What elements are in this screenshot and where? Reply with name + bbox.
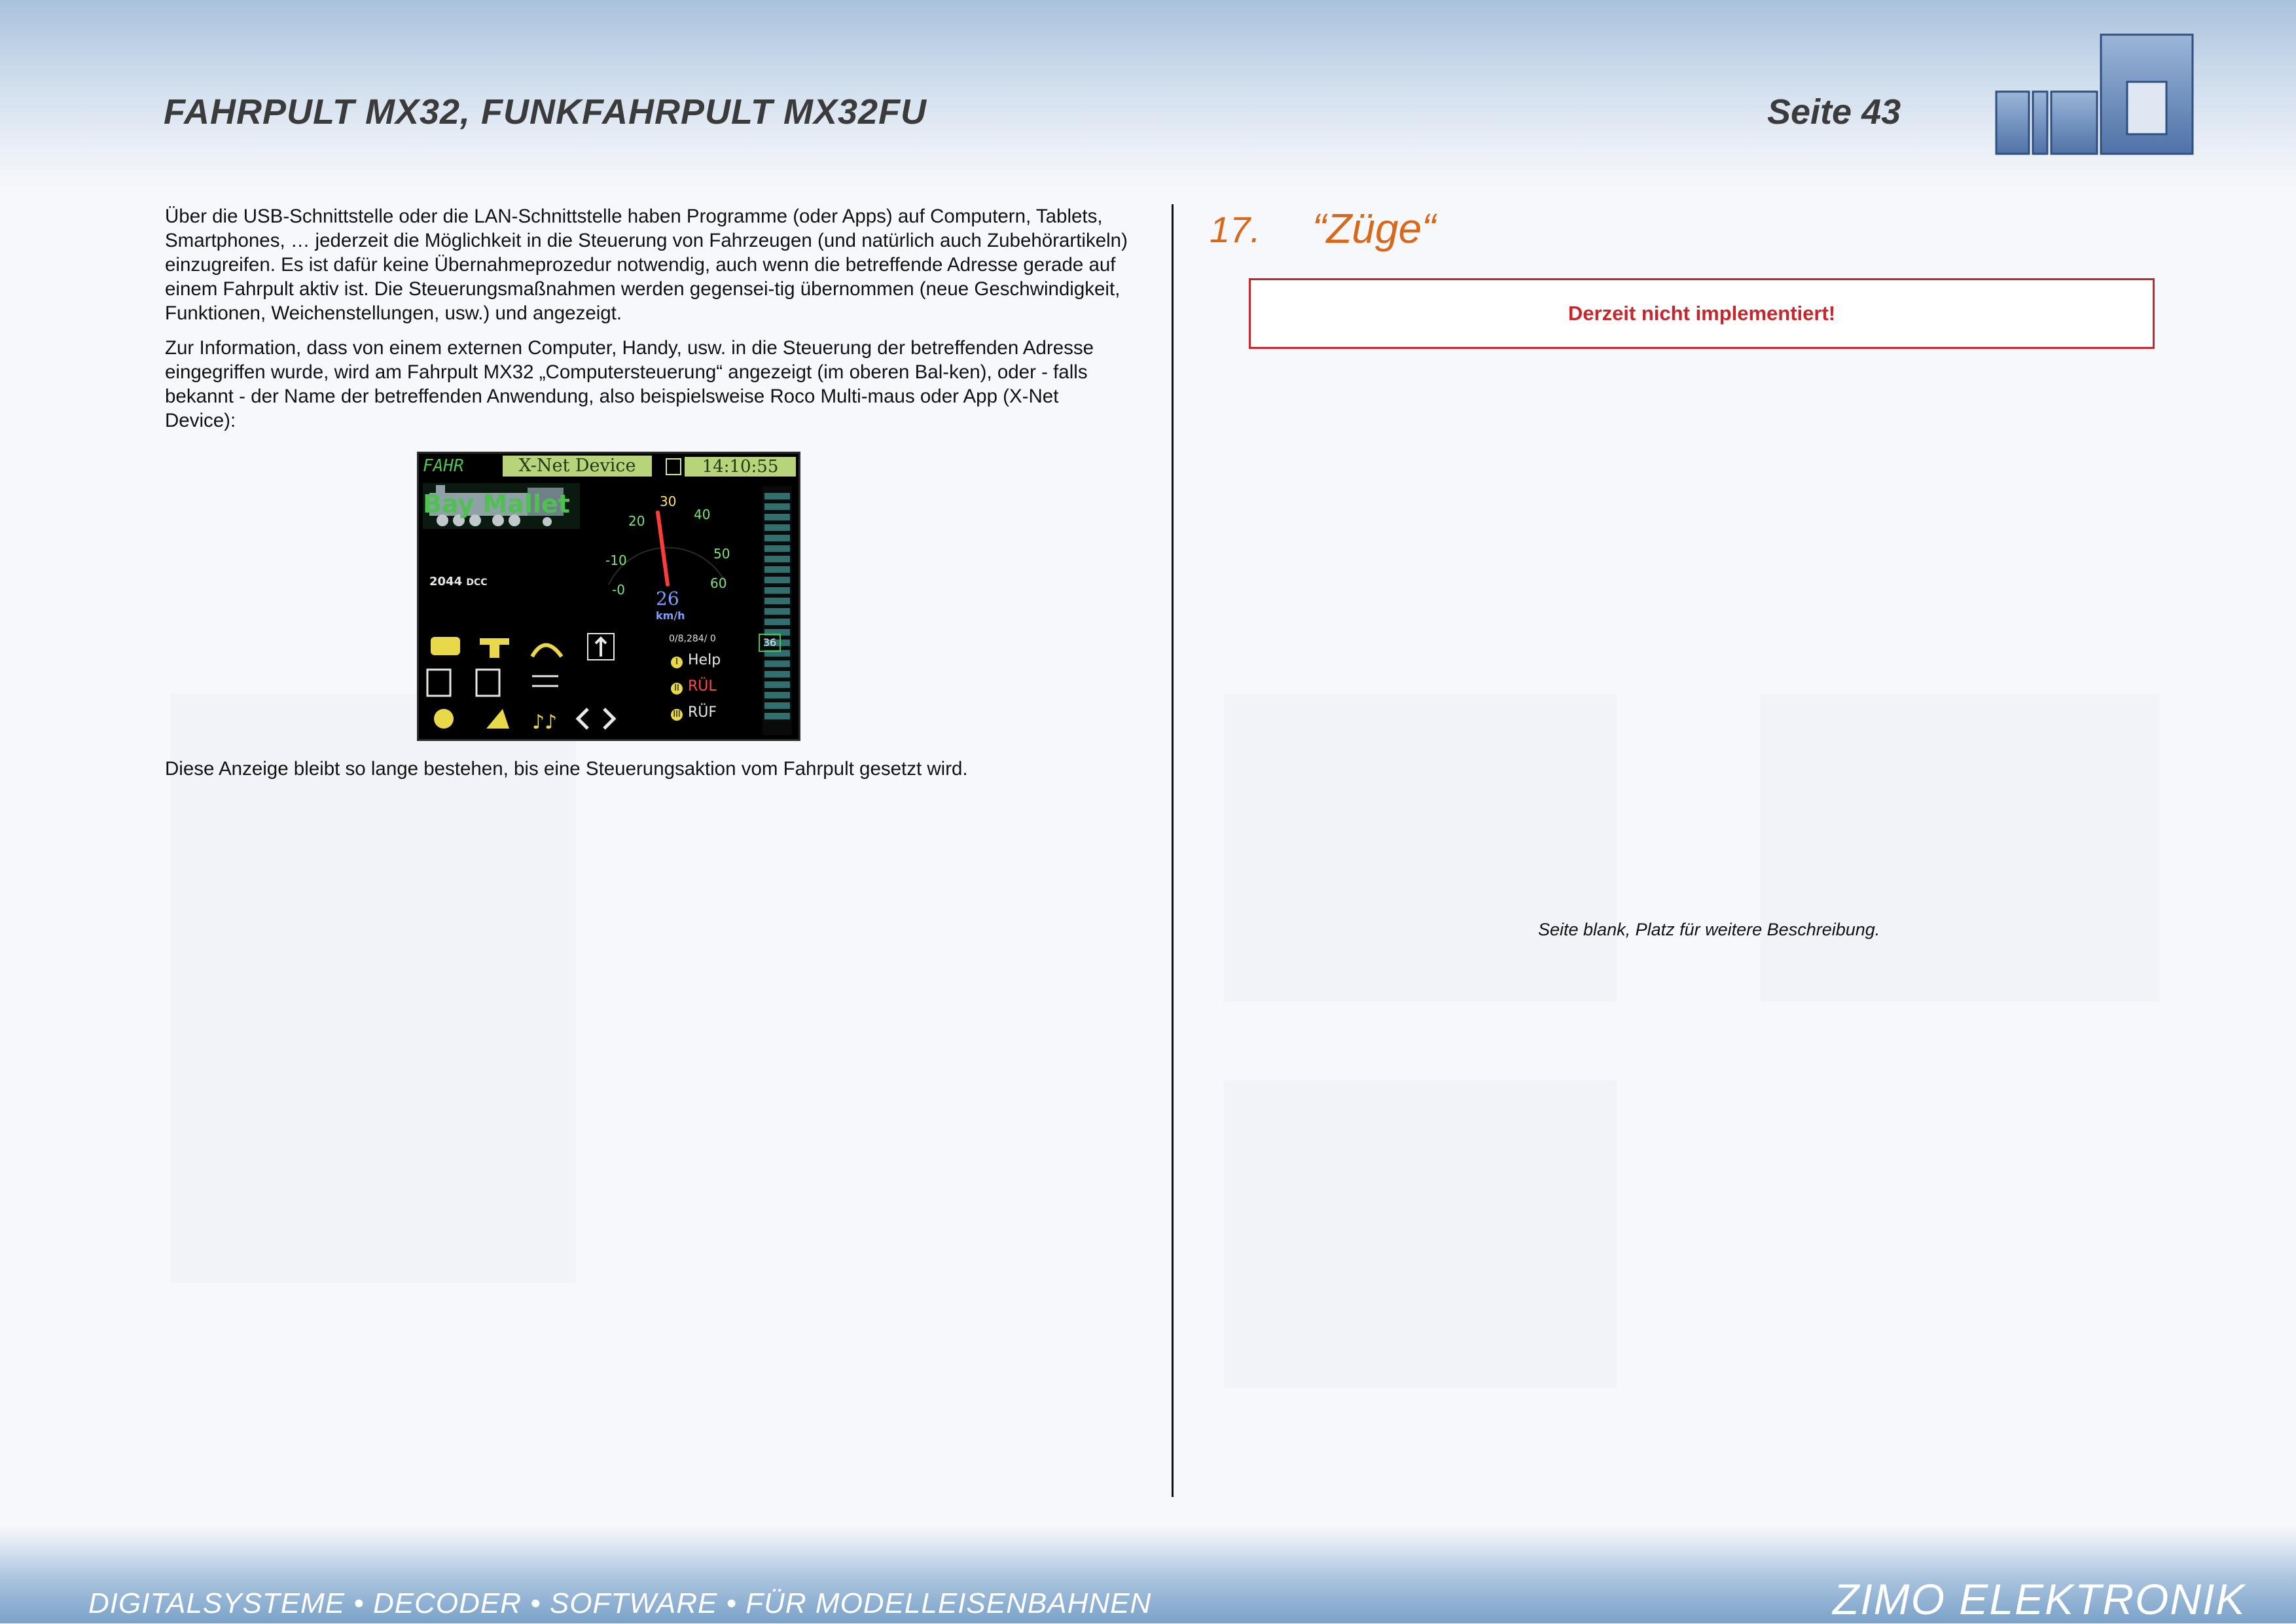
headlight-icon — [431, 637, 460, 655]
paragraph-usb-lan: Über die USB-Schnittstelle oder die LAN-Schnittstelle haben Programme (oder Apps) auf Computern, Tablets, Smartphones, … jederzeit die Möglichkeit in die Steuerung von Fahrzeugen (und natürlich auch Zubehörartikeln) einzugreifen. Es ist dafür keine Übernahmeprozedur notwendig, auch wenn die betreffende Adresse gerade auf einem Fahrpult aktiv ist. Die Steuerungsmaßnahmen werden gegensei-tig übernommen (neue Geschwindigkeit, Funktionen, Weichenstellungen, usw.) und angezeigt. — [165, 206, 1128, 324]
paragraph-computer-control: Zur Information, dass von einem externen Computer, Handy, usw. in die Steuerung der betreffenden Adresse eingegriffen wurde, wird am Fahrpult MX32 „Computersteuerung“ angezeigt (im oberen Bal-ken), oder - falls bekannt - der Name der betreffenden Anwendung, also beispielsweise Roco Multi-maus oder App (X-Net Device): — [165, 337, 1094, 431]
display-caption: Diese Anzeige bleibt so lange bestehen, bis eine Steuerungsaktion vom Fahrpult gesetzt wird. — [165, 758, 968, 780]
blank-page-note: Seite blank, Platz für weitere Beschreibung. — [1538, 920, 1880, 939]
section-title: “Züge“ — [1312, 205, 1436, 252]
zimo-logo — [1990, 29, 2199, 167]
gauge-tick: 50 — [713, 546, 730, 562]
coupler-icon — [480, 638, 509, 645]
display-address — [429, 575, 488, 588]
display-mode-label: FAHR — [423, 456, 464, 476]
gauge-tick: 20 — [628, 513, 645, 529]
gauge-tick: 40 — [694, 507, 711, 522]
speed-bar — [759, 486, 795, 735]
section-number: 17. — [1210, 209, 1261, 250]
shunt-icon — [578, 709, 614, 729]
display-step: 36 — [759, 634, 781, 652]
function-icons — [424, 630, 666, 738]
display-device-label: X-Net Device — [503, 456, 652, 477]
address-value: 2044 — [429, 575, 463, 588]
bell-icon — [434, 709, 454, 729]
not-implemented-notice: Derzeit nicht implementiert! — [1249, 278, 2155, 349]
menu-item-rul: II RÜL — [671, 678, 717, 695]
page-number: Seite 43 — [1767, 92, 1901, 132]
gauge-tick: -0 — [612, 582, 625, 598]
protocol-value: DCC — [466, 577, 488, 588]
gauge-tick: 60 — [710, 575, 727, 591]
music-icon: ♪♪ — [532, 711, 558, 734]
bleed-through-block — [1761, 694, 2160, 1001]
signal-icon — [427, 670, 450, 696]
bleed-through-block — [170, 694, 576, 1283]
footer-tagline: DIGITALSYSTEME • DECODER • SOFTWARE • FÜR MODELLEISENBAHNEN — [88, 1587, 1152, 1619]
battery-icon — [666, 458, 681, 475]
signal-icon — [476, 670, 499, 696]
footer-company: ZIMO ELEKTRONIK — [1833, 1575, 2246, 1623]
rail-icon — [532, 676, 558, 686]
column-divider — [1172, 204, 1174, 1497]
bleed-through-block — [1224, 694, 1617, 1001]
display-loco-name: Bay Mallet — [423, 490, 570, 518]
display-status: 0/8,284/ 0 — [669, 634, 716, 644]
display-speed-unit: km/h — [656, 609, 685, 622]
horn-icon — [486, 709, 509, 729]
sound-icon — [532, 645, 562, 657]
bleed-through-block — [1224, 1080, 1617, 1388]
mx32-display-screenshot — [417, 452, 800, 741]
display-time: 14:10:55 — [685, 457, 796, 477]
gauge-tick: 30 — [660, 494, 677, 509]
gauge-tick: -10 — [605, 552, 627, 568]
speed-gauge — [589, 486, 746, 598]
menu-item-ruf: III RÜF — [671, 704, 717, 721]
display-speed: 26 — [656, 588, 679, 609]
document-title: FAHRPULT MX32, FUNKFAHRPULT MX32FU — [164, 92, 927, 132]
left-column — [165, 204, 1134, 443]
menu-item-help: I Help — [671, 652, 721, 668]
arrow-up-icon — [596, 638, 606, 657]
